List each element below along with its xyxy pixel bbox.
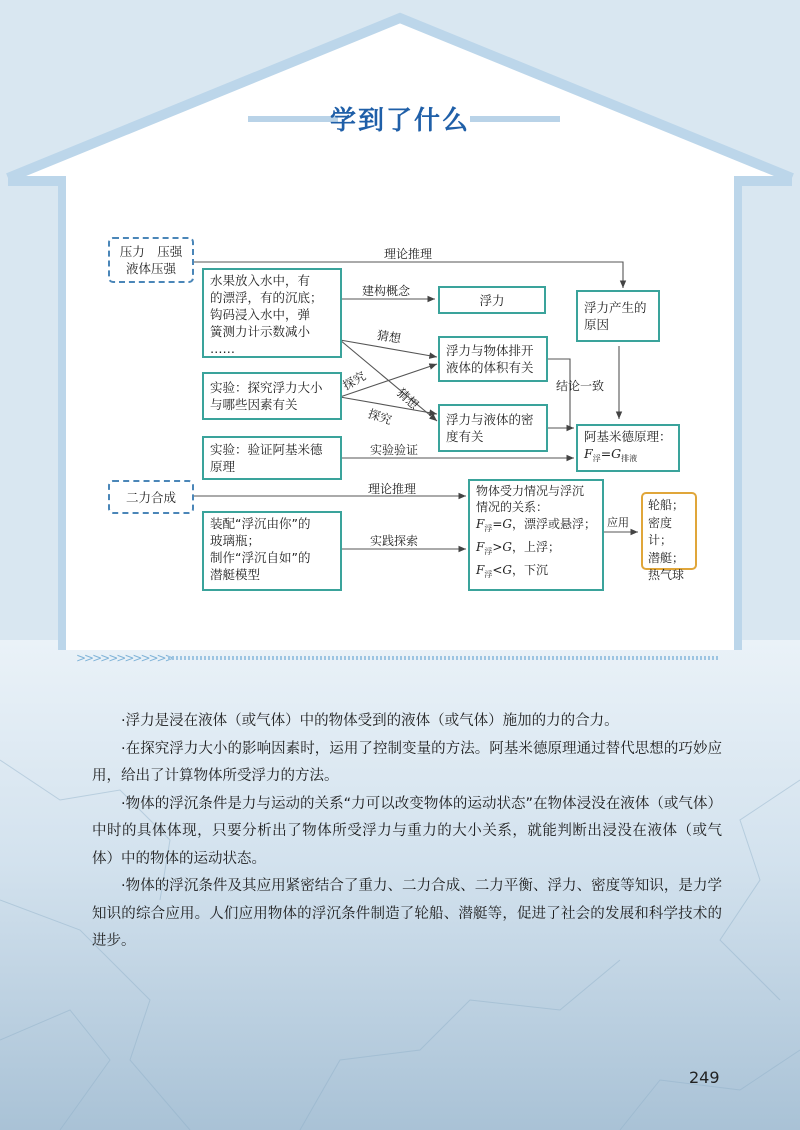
application-submarine: 潜艇； (648, 550, 685, 565)
label-practice: 实践探索 (370, 534, 419, 548)
pressure-box (108, 237, 194, 283)
label-explore-1: 探究 (340, 368, 369, 393)
archimedes-box (576, 424, 680, 472)
label-guess-2: 猜想 (394, 385, 422, 413)
f-symbol: F (476, 563, 485, 577)
label-theory-2: 理论推理 (368, 482, 417, 496)
label-explore-2: 探究 (366, 406, 394, 428)
op-equal: = (492, 517, 503, 531)
f-symbol: F (584, 446, 593, 461)
model-box (202, 511, 342, 591)
observation-line-5: …… (210, 341, 235, 356)
label-concept: 建构概念 (362, 284, 411, 298)
op-equal: = (600, 446, 612, 461)
density-box (438, 404, 548, 452)
page-number: 249 (689, 1068, 720, 1087)
model-line-2: 玻璃瓶； (210, 533, 261, 548)
observation-line-3: 钩码浸入水中，弹 (210, 307, 311, 322)
rise-text: ，上浮； (511, 540, 560, 554)
pressure-line-1: 压力 压强 (119, 244, 183, 259)
volume-box (438, 336, 548, 382)
exp-factors-line-1: 实验：探究浮力大小 (210, 380, 323, 395)
volume-line-1: 浮力与物体排开 (446, 343, 534, 358)
cause-line-2: 原因 (584, 317, 610, 332)
pressure-line-2: 液体压强 (125, 261, 176, 276)
g-symbol: G (611, 446, 622, 461)
f-sub: 浮 (484, 547, 493, 556)
label-theory-1: 理论推理 (384, 247, 433, 261)
buoyancy-label: 浮力 (479, 292, 505, 308)
model-line-3: 制作“浮沉自如”的 (210, 550, 311, 565)
condition-float (476, 515, 596, 538)
summary-paragraph-1: ·浮力是浸在液体（或气体）中的物体受到的液体（或气体）施加的力的合力。 (121, 713, 619, 729)
exp-verify-line-1: 实验：验证阿基米德 (210, 442, 323, 457)
condition-sink (476, 561, 596, 584)
buoyancy-box (438, 286, 546, 314)
exp-verify-line-2: 原理 (210, 459, 236, 474)
op-greater: > (492, 540, 503, 554)
conditions-intro-2: 情况的关系： (476, 500, 549, 514)
sink-text: ，下沉 (511, 563, 548, 577)
observation-line-1: 水果放入水中，有 (210, 273, 311, 288)
svg-text:>>>>>>>>>>>>: >>>>>>>>>>>> (76, 651, 173, 665)
observation-line-2: 的漂浮，有的沉底； (210, 290, 323, 305)
application-ship: 轮船； (648, 498, 685, 512)
archimedes-formula (584, 445, 672, 467)
model-line-4: 潜艇模型 (210, 567, 261, 582)
label-verify: 实验验证 (370, 443, 419, 457)
observation-box (202, 268, 342, 358)
exp-factors-line-2: 与哪些因素有关 (210, 397, 298, 412)
summary-section (92, 708, 722, 956)
exp-factors-box (202, 372, 342, 420)
op-less: < (492, 563, 503, 577)
g-sub: 排液 (621, 454, 638, 463)
summary-paragraph-2: ·在探究浮力大小的影响因素时，运用了控制变量的方法。阿基米德原理通过替代思想的巧妙应用，给出了计算物体所受浮力的方法。 (92, 740, 722, 784)
float-text: ，漂浮或悬浮； (511, 517, 596, 531)
g-symbol: G (502, 517, 512, 531)
archimedes-title: 阿基米德原理： (584, 429, 672, 444)
summary-paragraph-4: ·物体的浮沉条件及其应用紧密结合了重力、二力合成、二力平衡、浮力、密度等知识，是力学知识的综合应用。人们应用物体的浮沉条件制造了轮船、潜艇等，促进了社会的发展和科学技术的进步。 (92, 878, 722, 949)
two-force-box (108, 480, 194, 514)
label-guess-1: 猜想 (375, 328, 402, 346)
f-sub: 浮 (592, 454, 601, 463)
f-symbol: F (476, 517, 485, 531)
density-line-2: 度有关 (446, 429, 484, 444)
conditions-box (468, 479, 604, 591)
cause-line-1: 浮力产生的 (584, 300, 647, 315)
volume-line-2: 液体的体积有关 (446, 360, 534, 375)
application-hydrometer: 密度计； (648, 515, 673, 547)
cause-box (576, 290, 660, 342)
density-line-1: 浮力与液体的密 (446, 412, 534, 427)
f-sub: 浮 (484, 524, 493, 533)
exp-verify-box (202, 436, 342, 480)
application-balloon: 热气球 (648, 568, 685, 582)
g-symbol: G (502, 540, 512, 554)
f-sub: 浮 (484, 570, 493, 579)
two-force-label: 二力合成 (125, 489, 176, 505)
label-apply: 应用 (607, 516, 629, 529)
applications-box (641, 492, 697, 582)
observation-line-4: 簧测力计示数减小 (210, 324, 311, 339)
label-conclusion: 结论一致 (556, 379, 605, 393)
condition-rise (476, 538, 596, 561)
page-title: 学到了什么 (329, 106, 470, 136)
summary-paragraph-3: ·物体的浮沉条件是力与运动的关系“力可以改变物体的运动状态”在物体浸没在液体（或气体）中时的具体体现，只要分析出了物体所受浮力与重力的大小关系，就能判断出浸没在液体（或气体）中的物体的运动状态。 (92, 795, 722, 867)
conditions-intro-1: 物体受力情况与浮沉 (476, 484, 585, 498)
g-symbol: G (502, 563, 512, 577)
model-line-1: 装配“浮沉由你”的 (210, 516, 311, 531)
f-symbol: F (476, 540, 485, 554)
